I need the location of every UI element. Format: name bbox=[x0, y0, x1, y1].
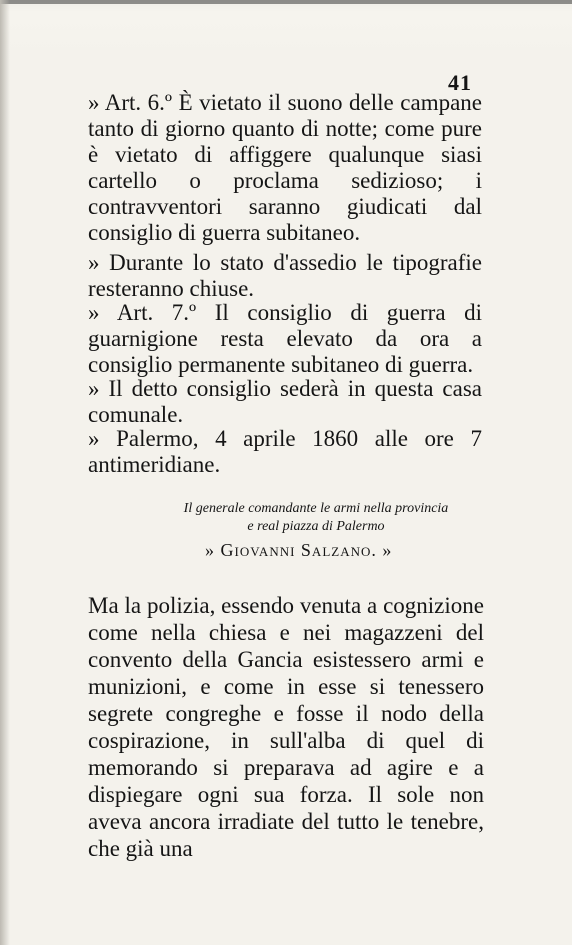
page-top-edge bbox=[0, 0, 572, 4]
page-number: 41 bbox=[448, 70, 472, 95]
signature-name: » Giovanni Salzano. » bbox=[205, 540, 393, 560]
decree-printing-closure: » Durante lo stato d'assedio le tipografie resteranno chiuse. bbox=[88, 250, 482, 301]
decree-article-6: » Art. 6.º È vietato il suono delle campane tanto di giorno quanto di notte; come pure è vietato di affiggere qualunque siasi cartello o proclama sedizioso; i contravventori saranno giudicati dal consiglio di guerra subitaneo. bbox=[88, 90, 482, 245]
decree-council-seat: » Il detto consiglio sederà in questa casa comunale. bbox=[88, 376, 482, 427]
decree-date-line: » Palermo, 4 aprile 1860 alle ore 7 antimeridiane. bbox=[88, 426, 482, 477]
decree-article-7: » Art. 7.º Il consiglio di guerra di guarnigione resta elevato da ora a consiglio permanente subitaneo di guerra. bbox=[88, 300, 482, 377]
page-gutter-shadow bbox=[0, 0, 10, 945]
signature-title-line-2: e real piazza di Palermo bbox=[247, 519, 385, 534]
signature-title-line-1: Il generale comandante le armi nella provincia bbox=[183, 501, 449, 516]
narrative-paragraph: Ma la polizia, essendo venuta a cognizione come nella chiesa e nei magazzeni del convento della Gancia esistessero armi e munizioni, e come in esse si tenessero segrete congreghe e fosse il nodo della cospirazione, in sull'alba di quel di memorando si preparava ad agire e a dispiegare ogni sua forza. Il sole non aveva ancora irradiate del tutto le tenebre, che già una bbox=[88, 593, 484, 861]
